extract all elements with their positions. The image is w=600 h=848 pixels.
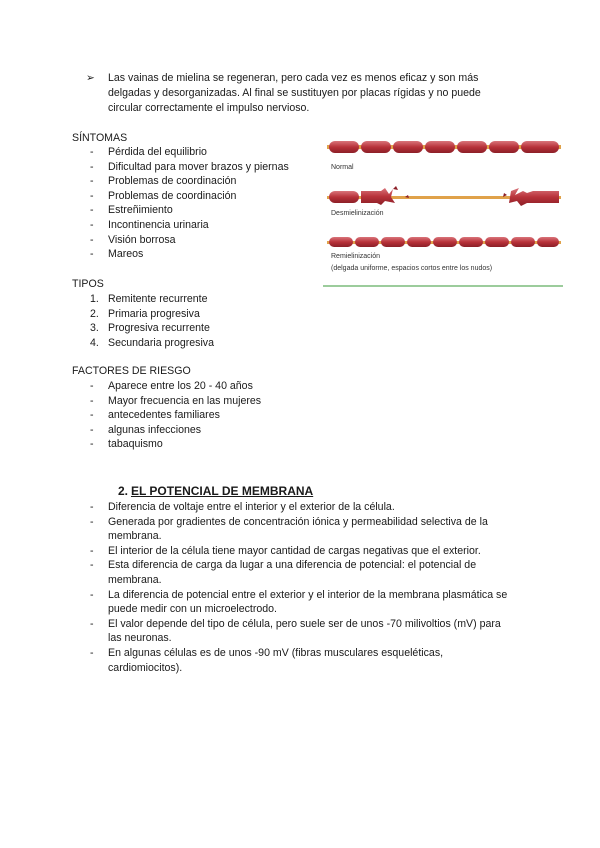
sintomas-heading: SÍNTOMAS — [72, 132, 128, 144]
list-marker: - — [90, 409, 94, 422]
list-marker: - — [90, 160, 94, 173]
list-marker: 1. — [90, 293, 99, 305]
list-marker: 2. — [90, 307, 99, 320]
label-normal: Normal — [331, 164, 354, 171]
list-marker: 3. — [90, 322, 99, 335]
list-item-text: Estreñimiento — [108, 204, 173, 217]
list-item-text: Esta diferencia de carga da lugar a una diferencia de potencial: el potencial de — [108, 559, 477, 572]
label-remyelination-note: (delgada uniforme, espacios cortos entre los nudos) — [331, 265, 493, 272]
list-marker: - — [90, 146, 94, 158]
list-marker: - — [90, 219, 94, 231]
list-item-text: Generada por gradientes de concentración iónica y permeabilidad selectiva de la — [108, 515, 488, 528]
list-item-text: La diferencia de potencial entre el exterior y el interior de la membrana plasmática se — [108, 588, 508, 601]
list-marker: - — [90, 515, 94, 528]
list-item-text: las neuronas. — [108, 632, 172, 645]
list-marker: - — [90, 380, 94, 392]
intro-line-3: circular correctamente el impulso nervioso. — [108, 102, 310, 114]
section2-number: 2. — [118, 484, 129, 498]
list-marker: - — [90, 544, 94, 557]
arrow-bullet-icon: ➢ — [86, 72, 95, 84]
label-demyelination: Desmielinización — [331, 210, 384, 217]
list-item-text: Mareos — [108, 248, 144, 261]
list-marker: - — [90, 588, 94, 601]
list-item-text: El valor depende del tipo de célula, pero suele ser de unos -70 milivoltios (mV) para — [108, 617, 501, 630]
list-item-text: Primaria progresiva — [108, 307, 200, 320]
list-item-text: Dificultad para mover brazos y piernas — [108, 160, 289, 173]
list-item-text: El interior de la célula tiene mayor cantidad de cargas negativas que el exterior. — [108, 544, 481, 557]
list-item-text: Problemas de coordinación — [108, 189, 237, 202]
list-item-text: Progresiva recurrente — [108, 322, 210, 335]
list-marker: - — [90, 394, 94, 407]
list-marker: - — [90, 423, 94, 436]
list-item-text: membrana. — [108, 530, 162, 543]
list-item-text: Diferencia de voltaje entre el interior y el exterior de la célula. — [108, 501, 395, 513]
list-item-text: Incontinencia urinaria — [108, 219, 209, 231]
list-marker: - — [90, 617, 94, 630]
list-item-text: Secundaria progresiva — [108, 336, 214, 349]
list-marker: 4. — [90, 336, 99, 349]
list-item-text: Aparece entre los 20 - 40 años — [108, 380, 253, 392]
list-marker: - — [90, 501, 94, 513]
list-item-text: En algunas células es de unos -90 mV (fibras musculares esqueléticas, — [108, 647, 444, 659]
list-item-text: puede medir con un microelectrodo. — [108, 603, 278, 616]
list-item-text: algunas infecciones — [108, 423, 202, 436]
list-marker: - — [90, 189, 94, 202]
list-item-text: Visión borrosa — [108, 233, 176, 246]
label-remyelination: Remielinización — [331, 253, 381, 260]
section2-heading: EL POTENCIAL DE MEMBRANA — [130, 484, 314, 498]
list-item-text: Problemas de coordinación — [108, 175, 237, 188]
factores-heading: FACTORES DE RIESGO — [72, 365, 191, 377]
remyelinated-fiber — [327, 237, 561, 247]
tipos-heading: TIPOS — [72, 278, 104, 290]
list-marker: - — [90, 233, 94, 246]
list-item-text: tabaquismo — [108, 438, 163, 451]
list-item-text: membrana. — [108, 573, 162, 586]
list-item-text: Mayor frecuencia en las mujeres — [108, 394, 262, 407]
intro-line-1: Las vainas de mielina se regeneran, pero cada vez es menos eficaz y son más — [108, 72, 479, 84]
list-marker: - — [90, 204, 94, 217]
list-marker: - — [90, 559, 94, 572]
list-item-text: cardiomiocitos). — [108, 661, 183, 674]
list-marker: - — [90, 438, 94, 451]
list-marker: - — [90, 647, 94, 659]
intro-line-2: delgadas y desorganizadas. Al final se sustituyen por placas rígidas y no puede — [108, 87, 481, 99]
list-item-text: Pérdida del equilibrio — [108, 146, 207, 158]
list-marker: - — [90, 175, 94, 188]
list-item-text: antecedentes familiares — [108, 409, 220, 422]
list-item-text: Remitente recurrente — [108, 293, 208, 305]
list-marker: - — [90, 248, 94, 261]
normal-fiber — [327, 141, 561, 153]
demyelinated-fiber — [327, 186, 561, 206]
myelin-figure — [323, 133, 565, 288]
section2-title — [118, 484, 313, 500]
